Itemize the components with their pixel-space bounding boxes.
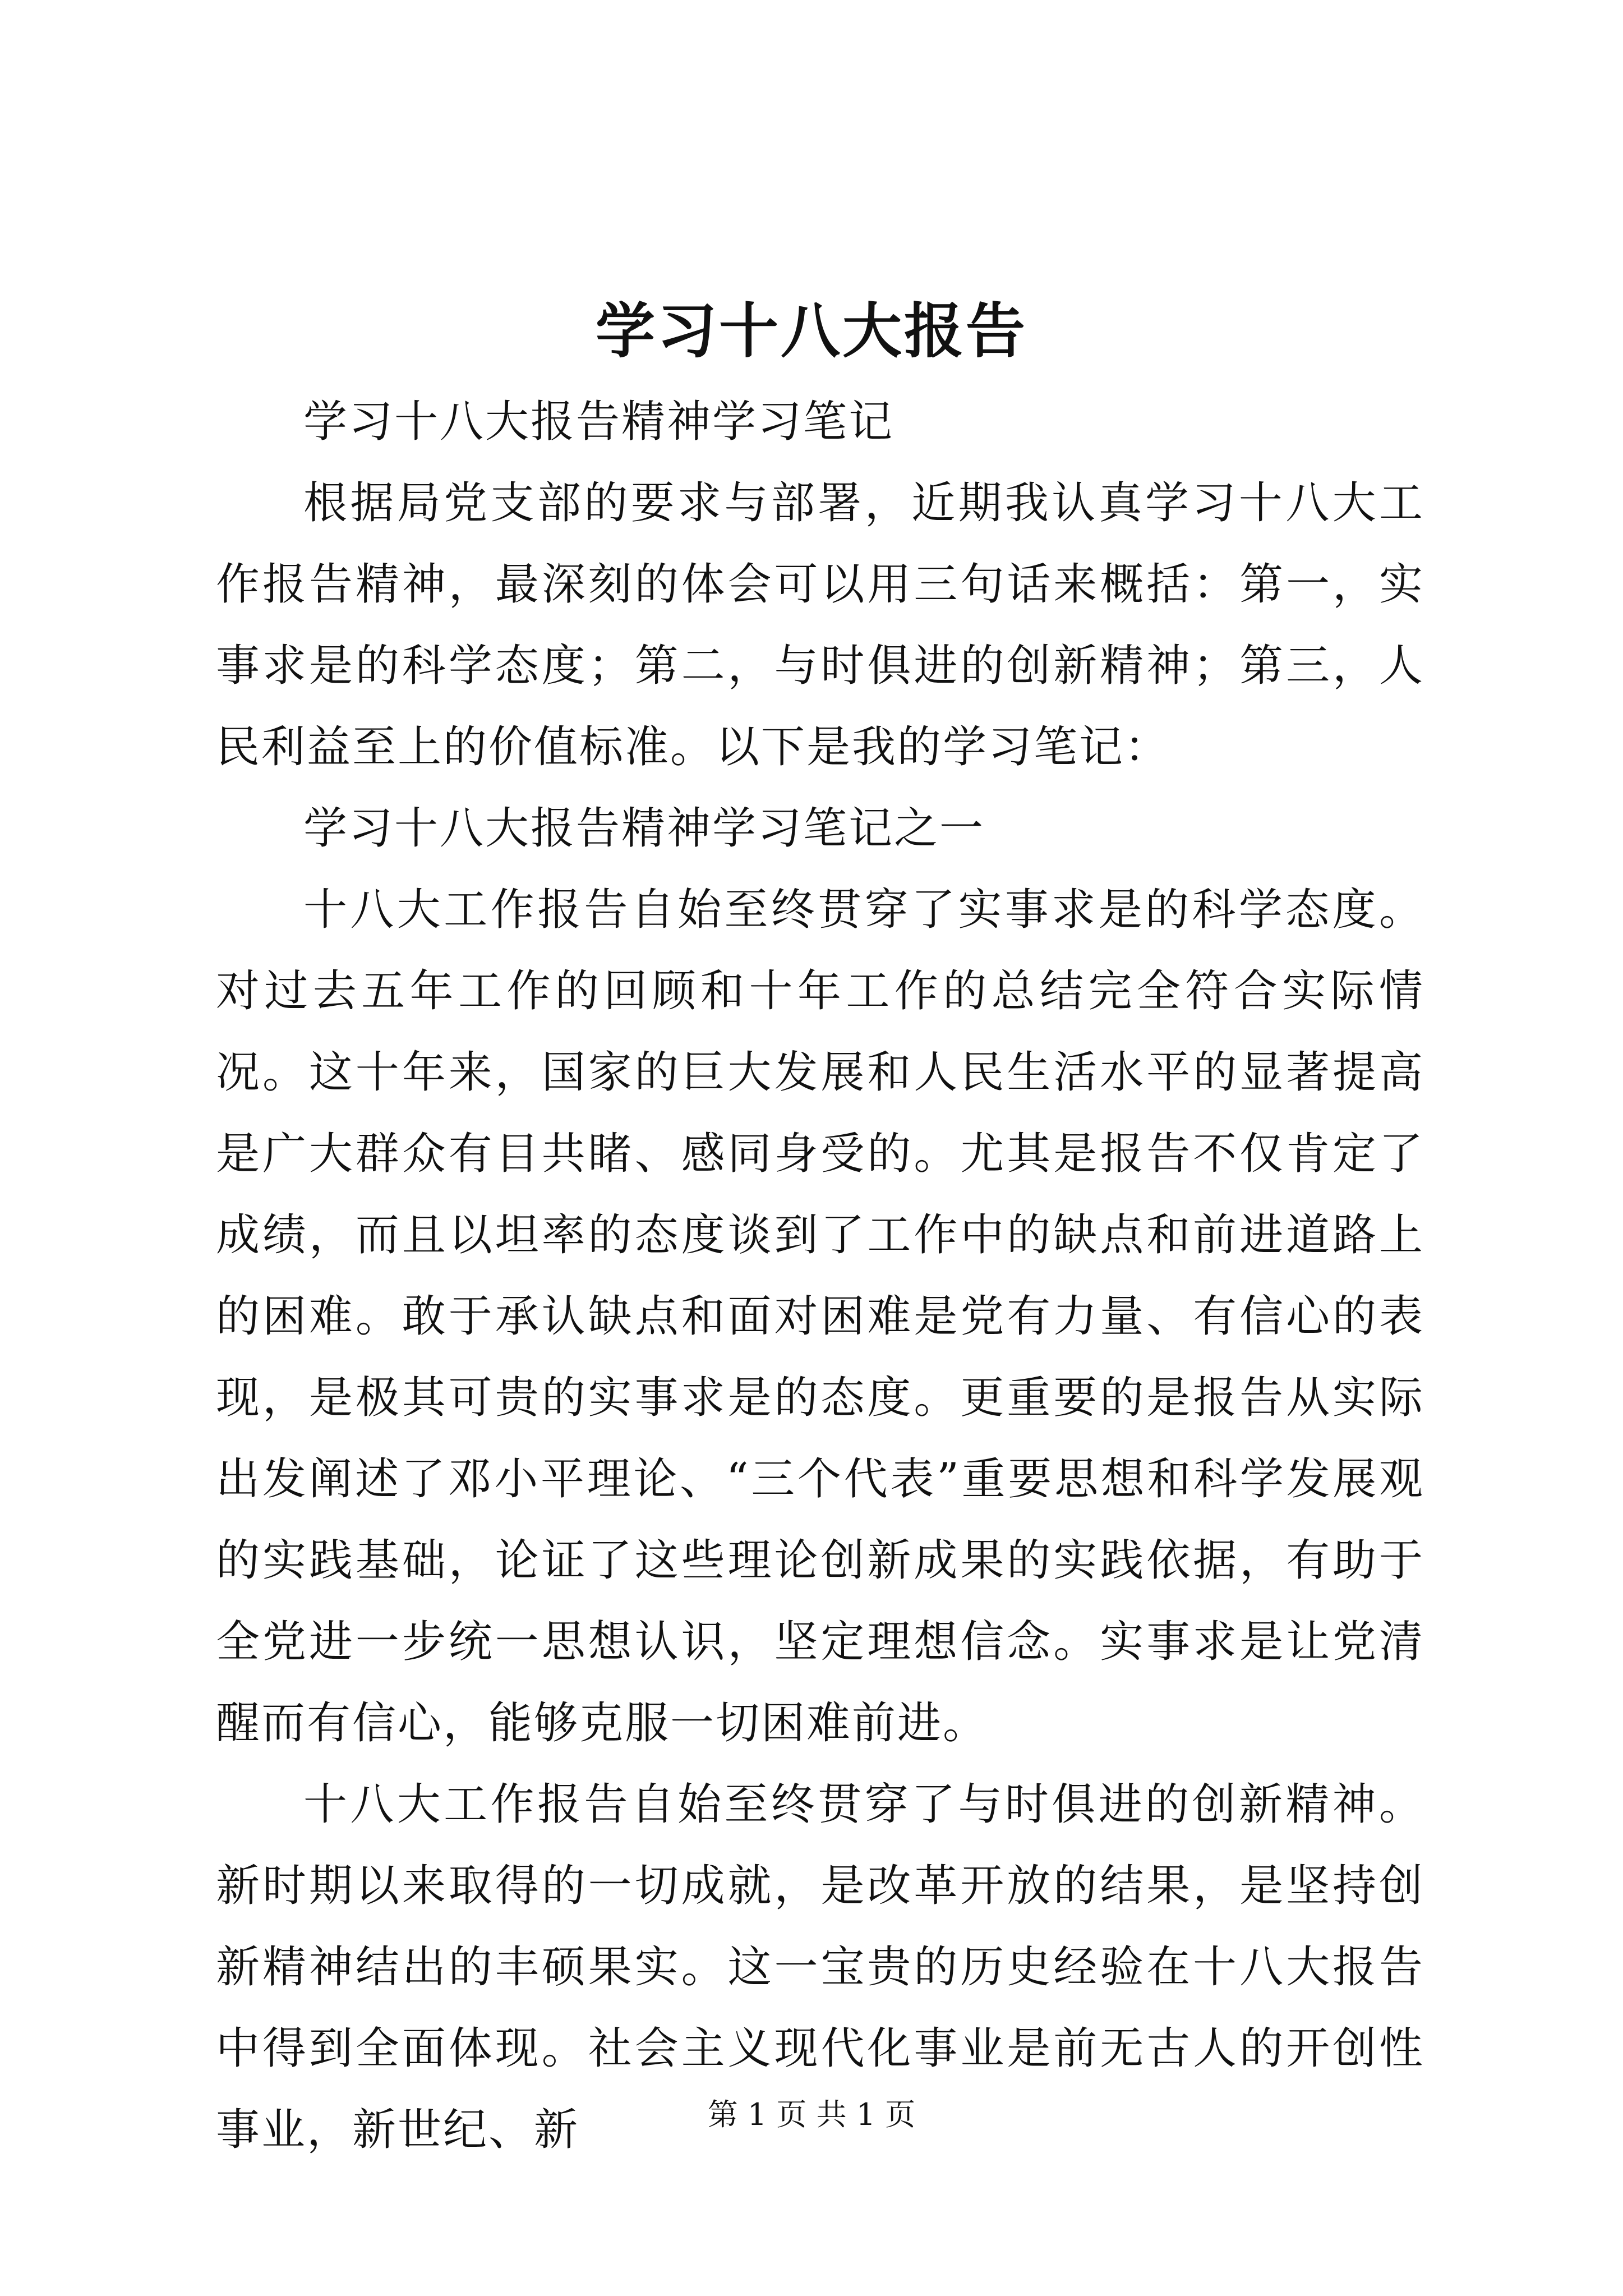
page-footer: 第 1 页 共 1 页 [707,2097,916,2132]
paragraph-intro: 根据局党支部的要求与部署，近期我认真学习十八大工作报告精神，最深刻的体会可以用三句话来概括：第一，实事求是的科学态度；第二，与时俱进的创新精神；第三，人民利益至上的价值标准。以下是我的学习笔记： [216,478,1424,772]
paragraph-section-heading: 学习十八大报告精神学习笔记之一 [303,803,985,854]
paragraph-subtitle: 学习十八大报告精神学习笔记 [303,397,895,447]
document-title: 学习十八大报告 [596,296,1027,366]
document-body [216,381,1424,2171]
paragraph-body-1: 十八大工作报告自始至终贯穿了实事求是的科学态度。对过去五年工作的回顾和十年工作的总结完全符合实际情况。这十年来，国家的巨大发展和人民生活水平的显著提高是广大群众有目共睹、感同身受的。尤其是报告不仅肯定了成绩，而且以坦率的态度谈到了工作中的缺点和前进道路上的困难。敢于承认缺点和面对困难是党有力量、有信心的表现，是极其可贵的实事求是的态度。更重要的是报告从实际出发阐述了邓小平理论、“三个代表”重要思想和科学发展观的实践基础，论证了这些理论创新成果的实践依据，有助于全党进一步统一思想认识，坚定理想信念。实事求是让党清醒而有信心，能够克服一切困难前进。 [216,885,1424,1749]
paragraph-body-2: 十八大工作报告自始至终贯穿了与时俱进的创新精神。新时期以来取得的一切成就，是改革开放的结果，是坚持创新精神结出的丰硕果实。这一宝贵的历史经验在十八大报告中得到全面体现。社会主义现代化事业是前无古人的开创性事业，新世纪、新 [216,1779,1424,2155]
